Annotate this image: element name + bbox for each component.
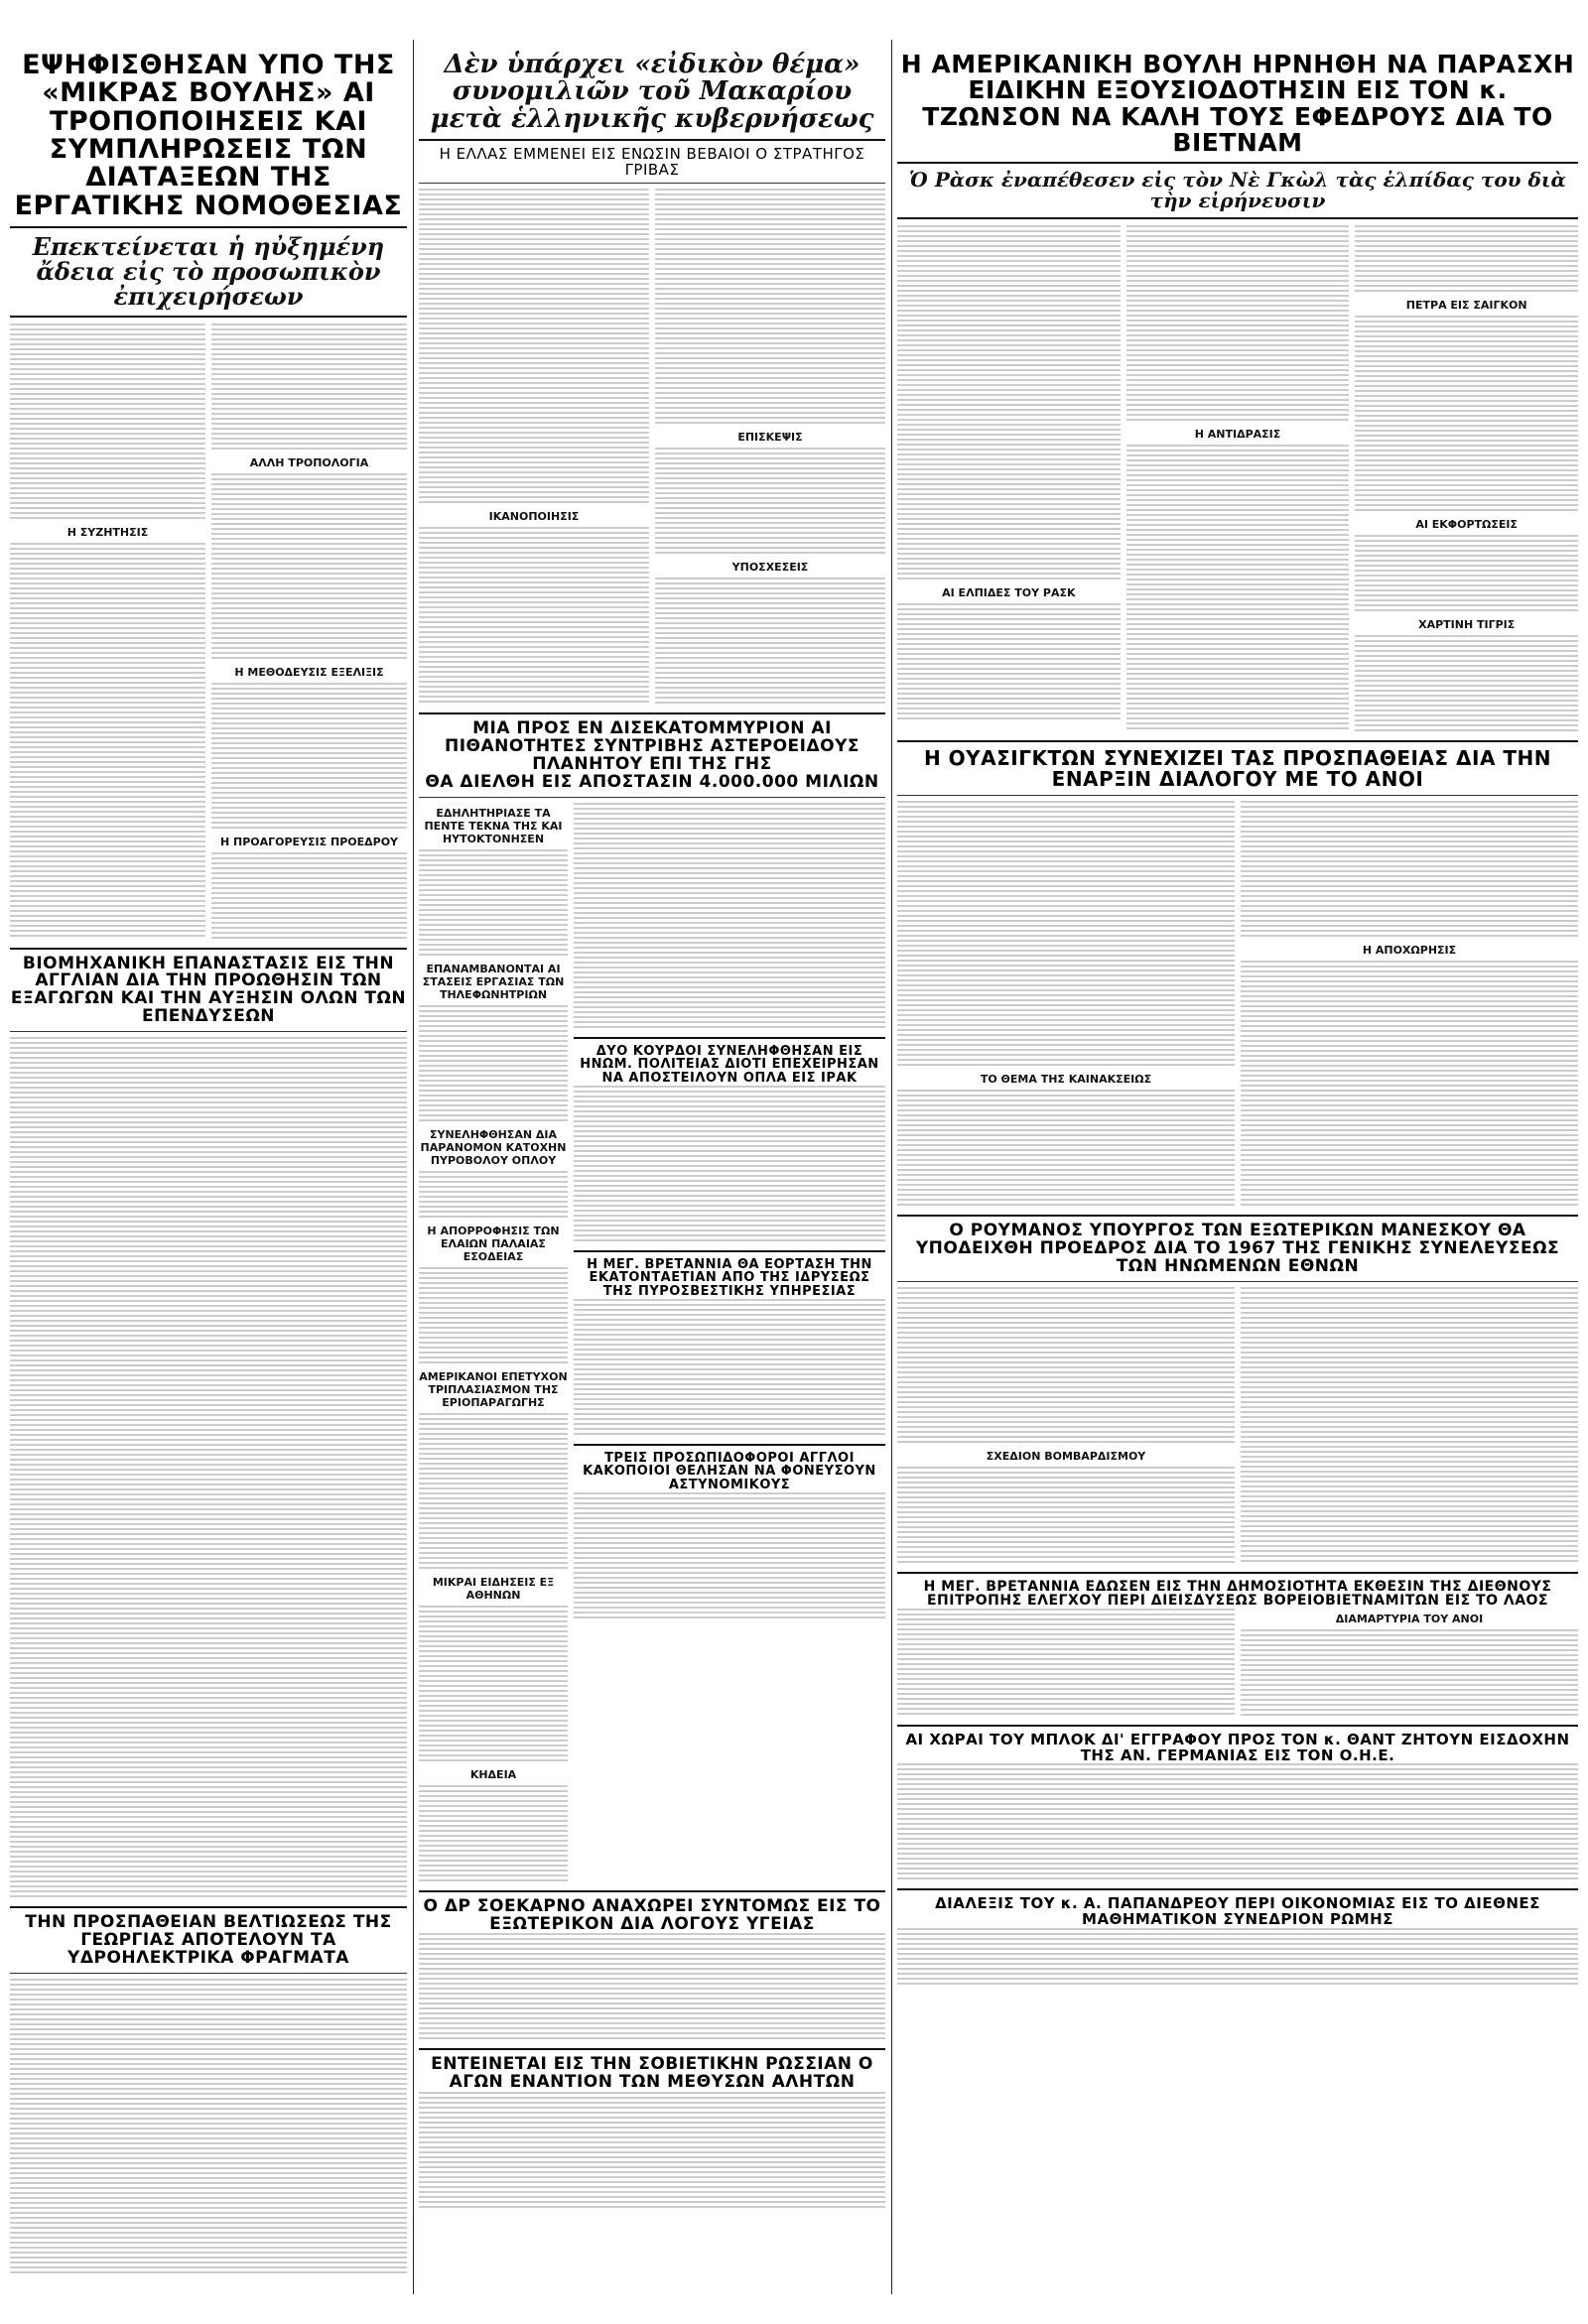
column-middle [419,0,885,2324]
text-block [1355,225,1578,295]
divider [574,1444,885,1446]
side-headline-news: ΜΙΚΡΑΙ ΕΙΔΗΣΕΙΣ ΕΞ ΑΘΗΝΩΝ [432,1575,555,1602]
headline-east-germany-un: ΑΙ ΧΩΡΑΙ ΤΟΥ ΜΠΛΟΚ ΔΙ' ΕΓΓΡΑΦΟΥ ΠΡΟΣ ΤΟΝ κ. ΘΑΝΤ ΖΗΤΟΥΝ ΕΙΣΔΟΧΗΝ ΤΗΣ ΑΝ. ΓΕΡΜΑΝΙΑΣ ΕΙΣ ΤΟΝ Ο.Η.Ε. [905,1730,1570,1764]
text-block [211,852,407,942]
subhead-unloading: ΑΙ ΕΚΦΟΡΤΩΣΕΙΣ [1415,518,1519,531]
text-block [419,1606,568,1764]
headline-laos-report: Η ΜΕΓ. ΒΡΕΤΑΝΝΙΑ ΕΔΩΣΕΝ ΕΙΣ ΤΗΝ ΔΗΜΟΣΙΟΤΗΤΑ ΕΚΘΕΣΙΝ ΤΗΣ ΔΙΕΘΝΟΥΣ ΕΠΙΤΡΟΠΗΣ ΕΛΕΓΧΟΥ ΠΕΡΙ ΔΙΕΙΣΔΥΣΕΩΣ ΒΟΡΕΙΟΒΙΕΤΝΑΜΙΤΩΝ ΕΙΣ ΤΟ ΛΑΟΣ [923,1578,1552,1610]
text-block [897,225,1121,582]
divider [897,740,1578,742]
side-headline-poison: ΕΔΗΛΗΤΗΡΙΑΣΕ ΤΑ ΠΕΝΤΕ ΤΕΚΝΑ ΤΗΣ ΚΑΙ ΗΥΤΟΚΤΟΝΗΣΕΝ [424,806,563,845]
divider [897,1215,1578,1217]
side-headline-wool: ΑΜΕΡΙΚΑΝΟΙ ΕΠΕΤΥΧΟΝ ΤΡΙΠΛΑΣΙΑΣΜΟΝ ΤΗΣ ΕΡΙΟΠΑΡΑΓΩΓΗΣ [419,1369,568,1409]
text-block [897,1287,1235,1446]
subhead-amendment: ΑΛΛΗ ΤΡΟΠΟΛΟΓΙΑ [249,455,369,469]
text-block [574,1086,885,1244]
headline-fire-service: Η ΜΕΓ. ΒΡΕΤΑΝΝΙΑ ΘΑ ΕΟΡΤΑΣΗ ΤΗΝ ΕΚΑΤΟΝΤΑΕΤΙΑΝ ΑΠΟ ΤΗΣ ΙΔΡΥΣΕΩΣ ΤΗΣ ΠΥΡΟΣΒΕΣΤΙΚΗΣ ΥΠΗΡΕΣΙΑΣ [587,1256,872,1299]
subhead-visit: ΕΠΙΣΚΕΨΙΣ [737,431,803,445]
text-block [211,683,407,832]
headline-asteroid: ΜΙΑ ΠΡΟΣ ΕΝ ΔΙΣΕΚΑΤΟΜΜΥΡΙΟΝ ΑΙ ΠΙΘΑΝΟΤΗΤΕΣ ΣΥΝΤΡΙΒΗΣ ΑΣΤΕΡΟΕΙΔΟΥΣ ΠΛΑΝΗΤΟΥ ΕΠΙ ΤΗΣ ΓΗΣ [444,718,860,775]
divider [419,797,885,798]
subhead-promises: ΥΠΟΣΧΕΣΕΙΣ [731,561,809,575]
subhead-saigon-stone: ΠΕΤΡΑ ΕΙΣ ΣΑΙΓΚΟΝ [1405,299,1527,312]
divider [10,1906,407,1908]
divider [897,1725,1578,1727]
text-block [419,1933,885,2042]
deck-rusk: Ὁ Ρὰσκ ἐναπέθεσεν εἰς τὸν Νὲ Γκὼλ τὰς ἐλπίδας του διὰ τὴν εἰρήνευσιν [909,168,1566,212]
text-block [10,323,205,522]
divider [10,1031,407,1032]
divider [897,1572,1578,1574]
text-block [1355,316,1578,514]
divider [897,1281,1578,1282]
divider [419,1890,885,1892]
text-block [897,1609,1235,1718]
text-block [574,1299,885,1438]
subhead-method: Η ΜΕΘΟΔΕΥΣΙΣ ΕΞΕΛΙΞΙΣ [234,665,384,679]
headline-us-congress: Η ΑΜΕΡΙΚΑΝΙΚΗ ΒΟΥΛΗ ΗΡΝΗΘΗ ΝΑ ΠΑΡΑΣΧΗ ΕΙΔΙΚΗΝ ΕΞΟΥΣΙΟΔΟΤΗΣΙΝ ΕΙΣ ΤΟΝ κ. ΤΖΩΝΣΟΝ ΝΑ ΚΑΛΗ ΤΟΥΣ ΕΦΕΔΡΟΥΣ ΔΙΑ ΤΟ ΒΙΕΤΝΑΜ [900,50,1575,157]
headline-hanoi-dialogue: Η ΟΥΑΣΙΓΚΤΩΝ ΣΥΝΕΧΙΖΕΙ ΤΑΣ ΠΡΟΣΠΑΘΕΙΑΣ ΔΙΑ ΤΗΝ ΕΝΑΡΞΙΝ ΔΙΑΛΟΓΟΥ ΜΕ ΤΟ ΑΝΟΙ [923,746,1552,791]
subhead-hanoi-protest: ΔΙΑΜΑΡΤΥΡΙΑ ΤΟΥ ΑΝΟΙ [1335,1612,1484,1625]
divider [897,162,1578,164]
text-block [211,473,407,662]
side-headline-strikes: ΕΠΑΝΑΜΒΑΝΟΝΤΑΙ ΑΙ ΣΤΑΣΕΙΣ ΕΡΓΑΣΙΑΣ ΤΩΝ ΤΗΛΕΦΩΝΗΤΡΙΩΝ [422,962,565,1001]
headline-papandreou: ΔΙΑΛΕΞΙΣ ΤΟΥ κ. Α. ΠΑΠΑΝΔΡΕΟΥ ΠΕΡΙ ΟΙΚΟΝΟΜΙΑΣ ΕΙΣ ΤΟ ΔΙΕΘΝΕΣ ΜΑΘΗΜΑΤΙΚΟΝ ΣΥΝΕΔΡΙΟΝ ΡΩΜΗΣ [935,1894,1540,1929]
divider [574,1037,885,1039]
text-block [897,801,1235,1069]
text-block [1126,445,1350,732]
subhead-bombing: ΣΧΕΔΙΟΝ ΒΟΜΒΑΡΔΙΣΜΟΥ [986,1449,1146,1463]
text-block [897,1090,1235,1209]
headline-asteroid-distance: ΘΑ ΔΙΕΛΘΗ ΕΙΣ ΑΠΟΣΤΑΣΙΝ 4.000.000 ΜΙΛΙΩΝ [425,771,879,792]
text-block [419,849,568,959]
headline-soviet-drunks: ΕΝΤΕΙΝΕΤΑΙ ΕΙΣ ΤΗΝ ΣΟΒΙΕΤΙΚΗΝ ΡΩΣΣΙΑΝ Ο ΑΓΩΝ ΕΝΑΝΤΙΟΝ ΤΩΝ ΜΕΘΥΣΩΝ ΑΛΗΤΩΝ [431,2054,873,2093]
headline-kurds: ΔΥΟ ΚΟΥΡΔΟΙ ΣΥΝΕΛΗΦΘΗΣΑΝ ΕΙΣ ΗΝΩΜ. ΠΟΛΙΤΕΙΑΣ ΔΙΟΤΙ ΕΠΕΧΕΙΡΗΣΑΝ ΝΑ ΑΠΟΣΤΕΙΛΟΥΝ ΟΠΛΑ ΕΙΣ ΙΡΑΚ [580,1043,879,1087]
text-block [211,323,407,452]
text-block [419,527,649,706]
divider [419,712,885,714]
divider [419,2048,885,2050]
text-block [1241,801,1578,940]
divider [574,1250,885,1252]
subhead-enosis: Η ΕΛΛΑΣ ΕΜΜΕΝΕΙ ΕΙΣ ΕΝΩΣΙΝ ΒΕΒΑΙΟΙ Ο ΣΤΡΑΤΗΓΟΣ ΓΡΙΒΑΣ [439,144,865,179]
divider [10,316,407,318]
text-block [1241,961,1578,1209]
text-block [419,1785,568,1884]
subhead-president: Η ΠΡΟΑΓΟΡΕΥΣΙΣ ΠΡΟΕΔΡΟΥ [219,835,399,848]
side-headline-arrest: ΣΥΝΕΛΗΦΘΗΣΑΝ ΔΙΑ ΠΑΡΑΝΟΜΟΝ ΚΑΤΟΧΗΝ ΠΥΡΟΒΟΛΟΥ ΟΠΛΟΥ [420,1127,567,1167]
text-block [1241,1629,1578,1719]
text-block [10,543,205,940]
text-block [419,1413,568,1572]
subhead-discussion: Η ΣΥΖΗΤΗΣΙΣ [66,525,149,539]
column-rule [891,40,892,2294]
text-block [419,1171,568,1221]
headline-britain-industry: ΒΙΟΜΗΧΑΝΙΚΗ ΕΠΑΝΑΣΤΑΣΙΣ ΕΙΣ ΤΗΝ ΑΓΓΛΙΑΝ ΔΙΑ ΤΗΝ ΠΡΟΩΘΗΣΙΝ ΤΩΝ ΕΞΑΓΩΓΩΝ ΚΑΙ ΤΗΝ ΑΥΞΗΣΙΝ ΟΛΩΝ ΤΩΝ ΕΠΕΝΔΥΣΕΩΝ [10,953,407,1027]
column-rule [413,40,414,2294]
headline-sukarno: Ο ΔΡ ΣΟΕΚΑΡΝΟ ΑΝΑΧΩΡΕΙ ΣΥΝΤΟΜΩΣ ΕΙΣ ΤΟ ΕΞΩΤΕΡΙΚΟΝ ΔΙΑ ΛΟΓΟΥΣ ΥΓΕΙΑΣ [423,1895,881,1934]
text-block [419,1005,568,1124]
text-block [1355,635,1578,734]
divider [10,226,407,228]
text-block [419,2092,885,2211]
divider [10,1973,407,1974]
text-block [655,578,885,707]
side-headline-olive-oil: Η ΑΠΟΡΡΟΦΗΣΙΣ ΤΩΝ ΕΛΑΙΩΝ ΠΑΛΑΙΑΣ ΕΣΟΔΕΙΑΣ [427,1224,560,1263]
subhead-reaction: Η ΑΝΤΙΔΡΑΣΙΣ [1194,428,1281,441]
text-block [897,1763,1578,1882]
divider [419,139,885,141]
divider [897,795,1578,796]
text-block [655,189,885,427]
text-block [574,803,885,1031]
divider [897,1888,1578,1890]
text-block [419,189,649,506]
side-headline-funeral: ΚΗΔΕΙΑ [469,1767,517,1781]
text-block [655,448,885,557]
text-block [1355,535,1578,614]
text-block [1241,1287,1578,1565]
deck-leave: Επεκτείνεται ἡ ηὐξημένη ἄδεια εἰς τὸ προσωπικὸν ἐπιχειρήσεων [32,232,385,312]
subhead-issue: ΤΟ ΘΕΜΑ ΤΗΣ ΚΑΙΝΑΚΣΕΙΩΣ [980,1073,1152,1086]
divider [897,217,1578,219]
headline-labour-law: ΕΨΗΦΙΣΘΗΣΑΝ ΥΠΟ ΤΗΣ «ΜΙΚΡΑΣ ΒΟΥΛΗΣ» ΑΙ ΤΡΟΠΟΠΟΙΗΣΕΙΣ ΚΑΙ ΣΥΜΠΛΗΡΩΣΕΙΣ ΤΩΝ ΔΙΑΤΑΞΕΩΝ ΤΗΣ ΕΡΓΑΤΙΚΗΣ ΝΟΜΟΘΕΣΙΑΣ [14,50,403,221]
text-block [897,603,1121,722]
headline-manescu: Ο ΡΟΥΜΑΝΟΣ ΥΠΟΥΡΓΟΣ ΤΩΝ ΕΞΩΤΕΡΙΚΩΝ ΜΑΝΕΣΚΟΥ ΘΑ ΥΠΟΔΕΙΧΘΗ ΠΡΟΕΔΡΟΣ ΔΙΑ ΤΟ 1967 ΤΗΣ ΓΕΝΙΚΗΣ ΣΥΝΕΛΕΥΣΕΩΣ ΤΩΝ ΗΝΩΜΕΝΩΝ ΕΘΝΩΝ [915,1221,1560,1276]
divider [419,183,885,184]
text-block [1126,225,1350,424]
headline-masked-men: ΤΡΕΙΣ ΠΡΟΣΩΠΙΔΟΦΟΡΟΙ ΑΓΓΛΟΙ ΚΑΚΟΠΟΙΟΙ ΘΕΛΗΣΑΝ ΝΑ ΦΟΝΕΥΣΟΥΝ ΑΣΤΥΝΟΜΙΚΟΥΣ [583,1450,876,1492]
text-block [10,1037,407,1900]
text-block [10,1979,407,2276]
subhead-rusk-hopes: ΑΙ ΕΛΠΙΔΕΣ ΤΟΥ ΡΑΣΚ [942,586,1076,599]
text-block [419,1267,568,1366]
divider [10,948,407,950]
subhead-satisfaction: ΙΚΑΝΟΠΟΙΗΣΙΣ [488,510,580,524]
column-left [10,0,407,2324]
column-right [897,0,1578,2324]
text-block [897,1928,1578,1988]
headline-hydro-dams: ΤΗΝ ΠΡΟΣΠΑΘΕΙΑΝ ΒΕΛΤΙΩΣΕΩΣ ΤΗΣ ΓΕΩΡΓΙΑΣ ΑΠΟΤΕΛΟΥΝ ΤΑ ΥΔΡΟΗΛΕΚΤΡΙΚΑ ΦΡΑΓΜΑΤΑ [25,1912,392,1968]
headline-makarios: Δὲν ὑπάρχει «εἰδικὸν θέμα» συνομιλιῶν τοῦ Μακαρίου μετὰ ἑλληνικῆς κυβερνήσεως [430,50,874,134]
subhead-paper-tiger: ΧΑΡΤΙΝΗ ΤΙΓΡΙΣ [1418,618,1516,631]
subhead-withdrawal: Η ΑΠΟΧΩΡΗΣΙΣ [1362,944,1457,957]
text-block [574,1492,885,1621]
text-block [897,1467,1235,1566]
